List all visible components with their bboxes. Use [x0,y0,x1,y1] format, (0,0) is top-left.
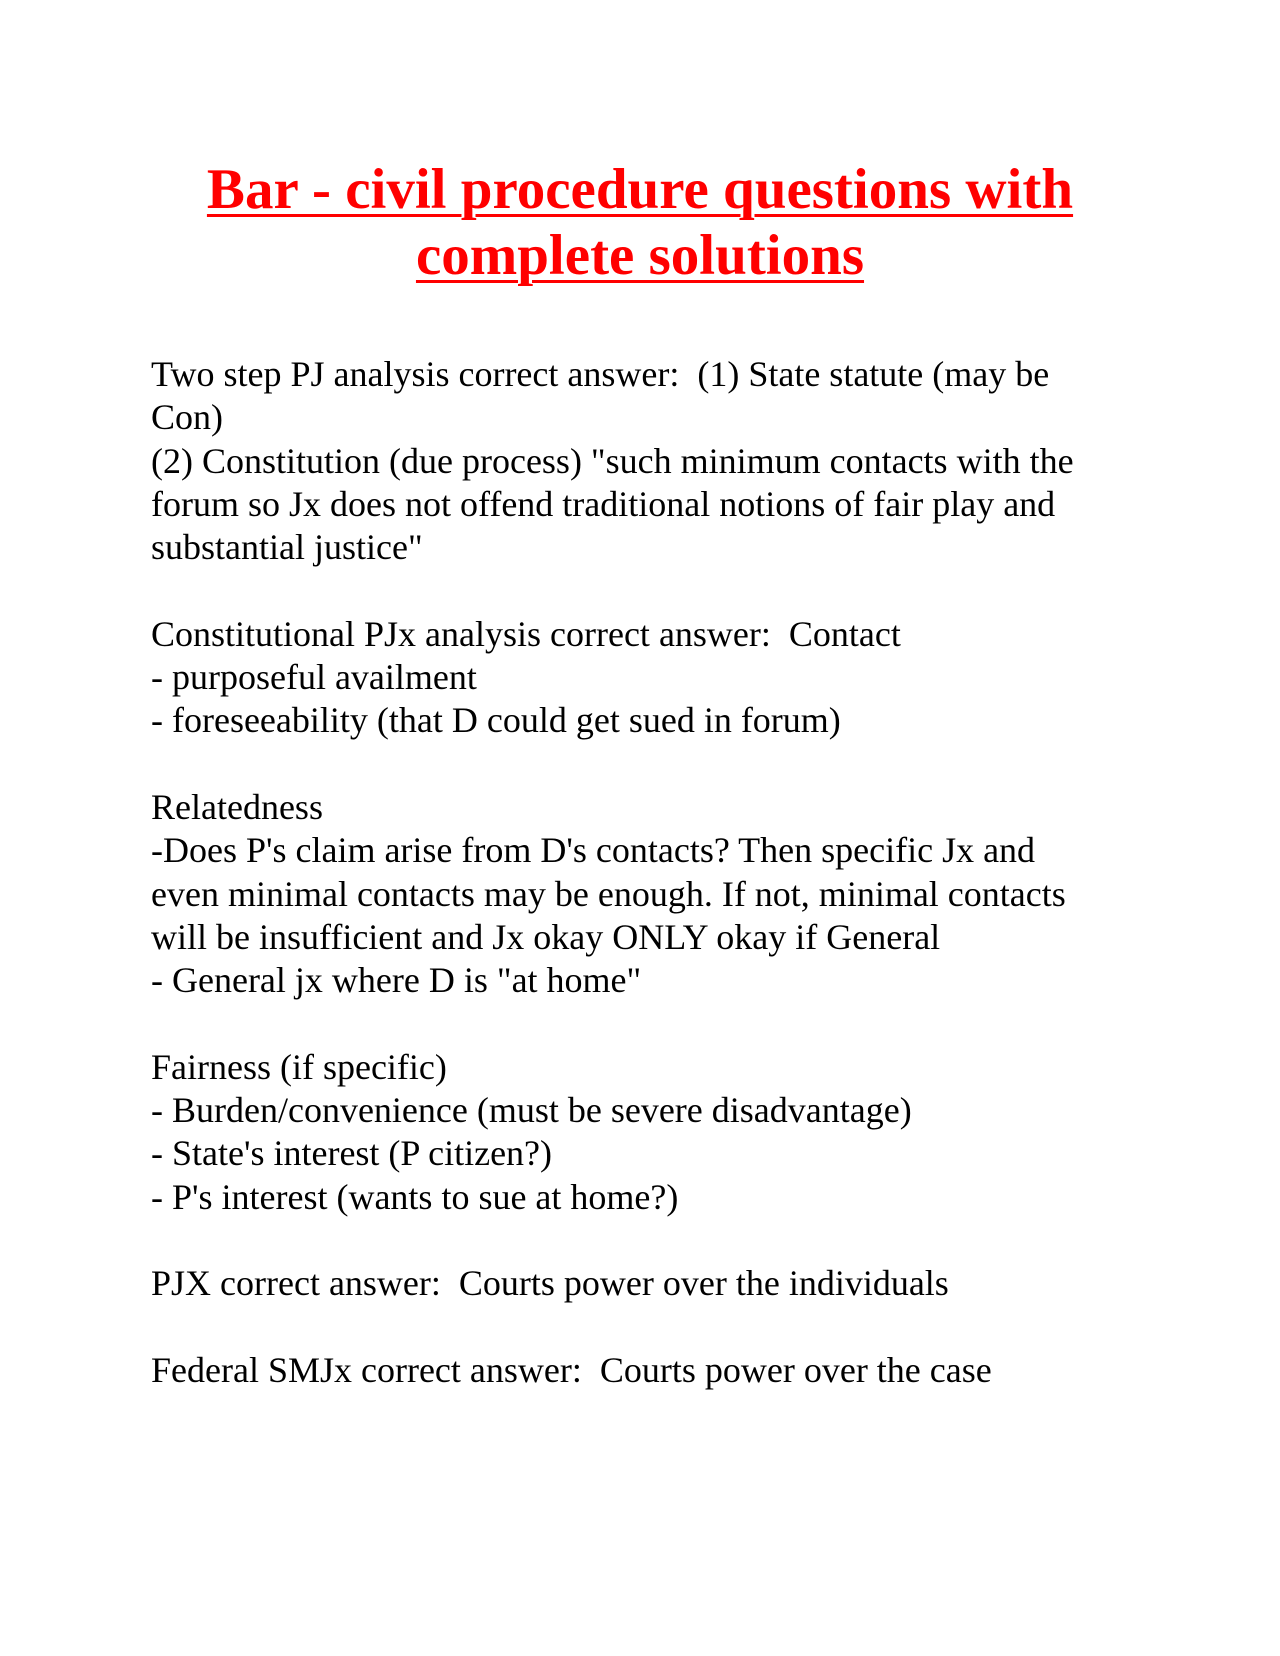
text-line: -Does P's claim arise from D's contacts? Then specific Jx and [151,830,1036,871]
text-line: Con) [151,397,223,438]
blank-line [151,1219,1151,1262]
blank-line [151,569,1151,612]
text-line: forum so Jx does not offend traditional notions of fair play and [151,483,1056,524]
text-line: - foreseeability (that D could get sued in forum) [151,700,841,741]
document-body [151,353,1151,1392]
title-line: complete solutions [415,224,865,287]
text-line: (2) Constitution (due process) "such minimum contacts with the [151,440,1074,481]
text-line: - P's interest (wants to sue at home?) [151,1176,679,1217]
text-line: Relatedness [151,786,323,827]
text-line: - General jx where D is "at home" [151,960,642,1001]
text-line: - purposeful availment [151,657,477,698]
text-line: Two step PJ analysis correct answer: (1) State statute (may be [151,354,1050,394]
blank-line [151,1002,1151,1045]
title-line: Bar - civil procedure questions with [206,158,1074,221]
document-title [0,157,1280,289]
text-line: will be insufficient and Jx okay ONLY okay if General [151,916,941,957]
blank-line [151,1306,1151,1349]
text-line: PJX correct answer: Courts power over the individuals [151,1263,949,1304]
blank-line [151,743,1151,786]
text-line: substantial justice" [151,527,423,568]
text-line: even minimal contacts may be enough. If not, minimal contacts [151,873,1066,914]
text-line: Constitutional PJx analysis correct answer: Contact [151,613,901,654]
text-line: Federal SMJx correct answer: Courts power over the case [151,1349,992,1390]
text-line: Fairness (if specific) [151,1046,447,1087]
text-line: - Burden/convenience (must be severe disadvantage) [151,1090,912,1131]
text-line: - State's interest (P citizen?) [151,1133,553,1174]
